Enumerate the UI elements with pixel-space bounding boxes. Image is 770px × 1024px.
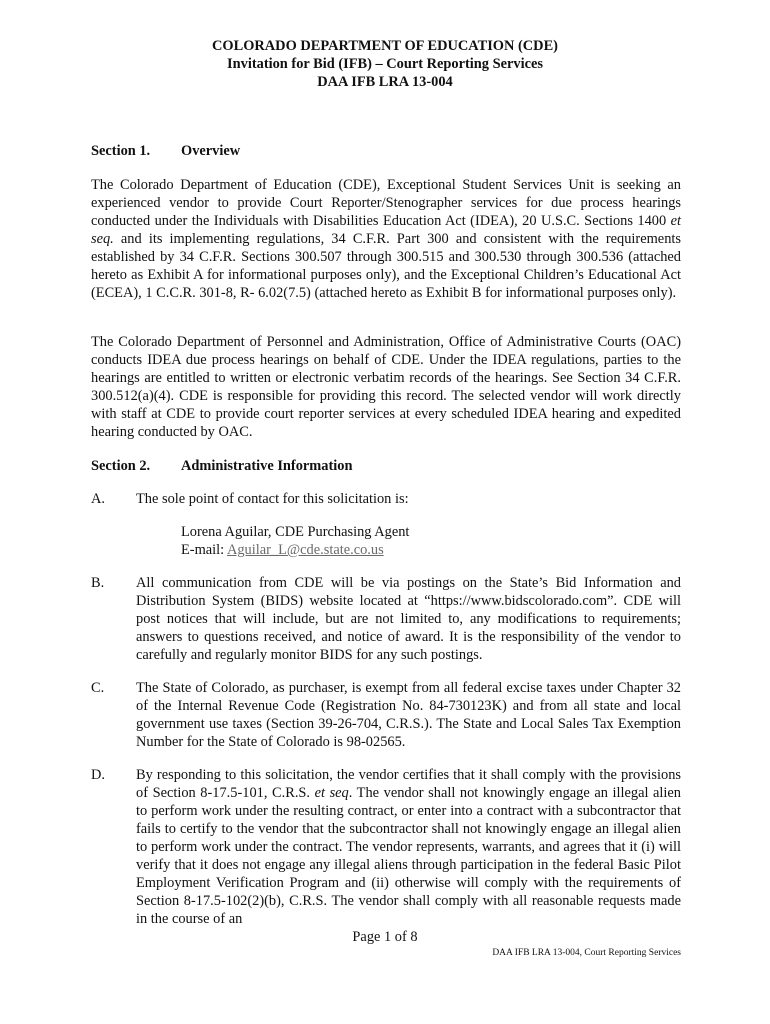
para-text: The Colorado Department of Education (CDE), Exceptional Student Services Unit is seeking an experienced vendor to provide Court Reporter/Stenographer services for due process hearings conducted under the Individuals with Disabilities Education Act (IDEA), 20 U.S.C. Sections 1400: [91, 177, 681, 229]
para-text: By responding to this solicitation, the vendor certifies that it shall comply with the provisions of Section 8-17.5-101, C.R.S.: [136, 767, 681, 801]
page-number: Page 1 of 8: [352, 929, 418, 945]
section-1-number: Section 1.: [91, 143, 151, 159]
section-1-title: Overview: [181, 143, 241, 159]
para-italic-text: et seq.: [91, 213, 681, 247]
item-d-letter: D.: [91, 767, 105, 783]
section-2-heading: [91, 458, 352, 475]
item-a-letter: A.: [91, 491, 105, 507]
header-line-3: DAA IFB LRA 13-004: [317, 74, 453, 90]
section-1-paragraph-1: [91, 176, 681, 302]
section-2-number: Section 2.: [91, 458, 151, 474]
para-italic-text: et seq: [314, 785, 349, 801]
item-b-letter: B.: [91, 575, 105, 591]
section-2-title: Administrative Information: [181, 458, 353, 474]
document-header: [0, 37, 770, 91]
header-line-1: COLORADO DEPARTMENT OF EDUCATION (CDE): [212, 38, 558, 54]
item-a-text: The sole point of contact for this solicitation is:: [136, 491, 409, 507]
section-1-heading: [91, 143, 240, 160]
header-line-2: Invitation for Bid (IFB) – Court Reporting Services: [227, 56, 543, 72]
contact-name: Lorena Aguilar, CDE Purchasing Agent: [181, 524, 410, 540]
para-text: and its implementing regulations, 34 C.F.R. Part 300 and consistent with the requirements established by 34 C.F.R. Sections 300.507 through 300.515 and 300.530 through 300.536 (attached hereto as Exhibit A for informational purposes only), and the Exceptional Children’s Educational Act (ECEA), 1 C.C.R. 301-8, R- 6.02(7.5) (attached hereto as Exhibit B for informational purposes only).: [91, 231, 681, 301]
email-label: E-mail:: [181, 542, 227, 558]
footer-reference: DAA IFB LRA 13-004, Court Reporting Services: [492, 948, 681, 958]
email-link[interactable]: Aguilar_L@cde.state.co.us: [226, 542, 384, 558]
item-c-text: The State of Colorado, as purchaser, is exempt from all federal excise taxes under Chapter 32 of the Internal Revenue Code (Registration No. 84-730123K) and from all state and local government use taxes (Section 39-26-704, C.R.S.). The State and Local Sales Tax Exemption Number for the State of Colorado is 98-02565.: [136, 680, 681, 750]
para-text: . The vendor shall not knowingly engage an illegal alien to perform work under the resulting contract, or enter into a contract with a subcontractor that fails to certify to the vendor that the subcontractor shall not knowingly engage an illegal alien to perform work under the contract. The vendor represents, warrants, and agrees that it (i) will verify that it does not engage any illegal aliens through participation in the federal Basic Pilot Employment Verification Program and (ii) otherwise will comply with the requirements of Section 8-17.5-102(2)(b), C.R.S. The vendor shall comply with all reasonable requests made in the course of an: [136, 785, 682, 927]
item-b-text: All communication from CDE will be via postings on the State’s Bid Information and Distribution System (BIDS) website located at “https://www.bidscolorado.com”. CDE will post notices that will include, but are not limited to, any modifications to requirements; answers to questions received, and notice of award. It is the responsibility of the vendor to carefully and regularly monitor BIDS for any such postings.: [136, 575, 681, 663]
item-c-letter: C.: [91, 680, 105, 696]
item-d-text: [136, 766, 681, 928]
section-1-paragraph-2: The Colorado Department of Personnel and Administration, Office of Administrative Courts (OAC) conducts IDEA due process hearings on behalf of CDE. Under the IDEA regulations, parties to the hearings are entitled to written or electronic verbatim records of the hearings. See Section 34 C.F.R. 300.512(a)(4). CDE is responsible for providing this record. The selected vendor will work directly with staff at CDE to provide court reporter services at every scheduled IDEA hearing and expedited hearing conducted by OAC.: [91, 334, 681, 440]
contact-email-line: [181, 541, 384, 559]
